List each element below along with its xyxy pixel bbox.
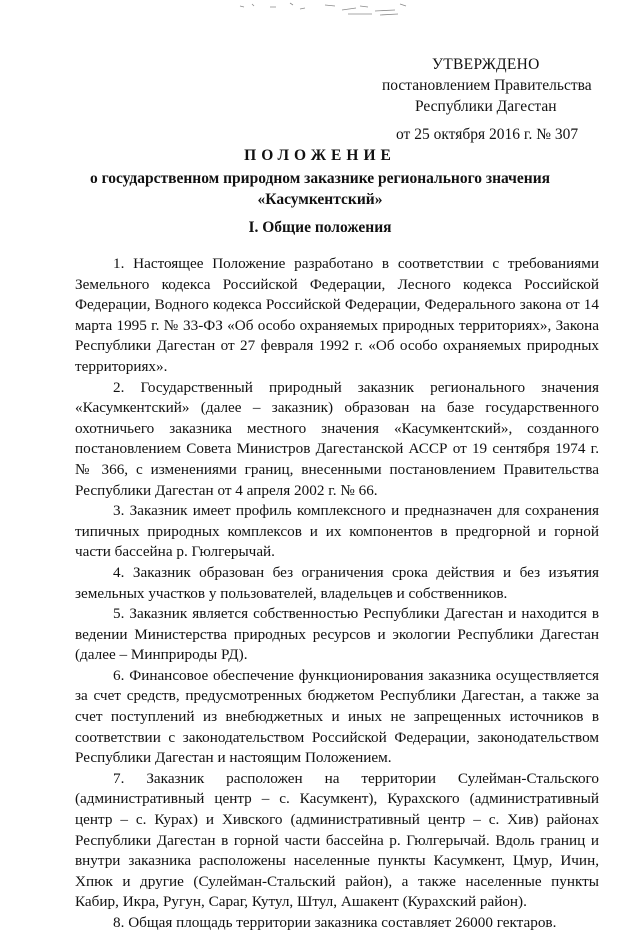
paragraph: 8. Общая площадь территории заказника составляет 26000 гектаров. (113, 914, 557, 931)
paragraph: 5. Заказник является собственностью Республики Дагестан и находится в ведении Министерства природных ресурсов и экологии Республики Дагестан (далее – Минприроды РД). (75, 605, 599, 664)
document-subtitle: «Касумкентский» (257, 191, 383, 208)
section-title: I. Общие положения (248, 219, 392, 236)
scan-artifact (230, 0, 430, 22)
approval-stamp (360, 54, 600, 145)
document-body (75, 254, 599, 934)
paragraph: 1. Настоящее Положение разработано в соответствии с требованиями Земельного кодекса Российской Федерации, Лесного кодекса Российской Федерации, Водного кодекса Российской Федерации, Федерального закона от 14 марта 1995 г. № 33-ФЗ «Об особо охраняемых природных территориях», Закона Республики Дагестан от 27 февраля 1992 г. «Об особо охраняемых природных территориях». (75, 255, 599, 375)
approval-line: постановлением Правительства (382, 77, 592, 94)
paragraph: 4. Заказник образован без ограничения срока действия и без изъятия земельных участков у пользователей, владельцев и собственников. (75, 563, 599, 602)
paragraph: 3. Заказник имеет профиль комплексного и предназначен для сохранения типичных природных комплексов и их компонентов в предгорной и горной части бассейна р. Гюлгерычай. (75, 502, 599, 561)
approval-title: УТВЕРЖДЕНО (432, 56, 540, 73)
paragraph: 2. Государственный природный заказник регионального значения «Касумкентский» (далее – заказник) образован на базе государственного охотничьего заказника местного значения «Касумкентский», созданного постановлением Совета Министров Дагестанской АССР от 19 сентября 1974 г. № 366, с изменениями границ, внесенными постановлением Правительства Республики Дагестан от 4 апреля 2002 г. № 66. (75, 378, 599, 499)
document-title: ПОЛОЖЕНИЕ (244, 147, 396, 164)
approval-date: от 25 октября 2016 г. № 307 (396, 126, 579, 143)
document-heading (0, 145, 640, 210)
approval-line: Республики Дагестан (415, 98, 557, 115)
paragraph: 7. Заказник расположен на территории Сулейман-Стальского (административный центр – с. Касумкент), Курахского (административный центр – с. Курах) и Хивского (административный центр – с. Хив) районах Республики Дагестан в горной части бассейна р. Гюлгерычай. Вдоль границ и внутри заказника расположены населенные пункты Касумкент, Цмур, Ичин, Хпюк и другие (Сулейман-Стальский район), а также населенные пункты Кабир, Икра, Ругун, Сараг, Кутул, Штул, Ашакент (Курахский район). (75, 769, 599, 911)
document-subtitle: о государственном природном заказнике регионального значения (89, 170, 551, 187)
paragraph: 6. Финансовое обеспечение функционирования заказника осуществляется за счет средств, предусмотренных бюджетом Республики Дагестан, а также за счет поступлений из внебюджетных и иных не запрещенных источников в соответствии с законодательством Российской Федерации, законодательством Республики Дагестан и настоящим Положением. (75, 666, 599, 767)
